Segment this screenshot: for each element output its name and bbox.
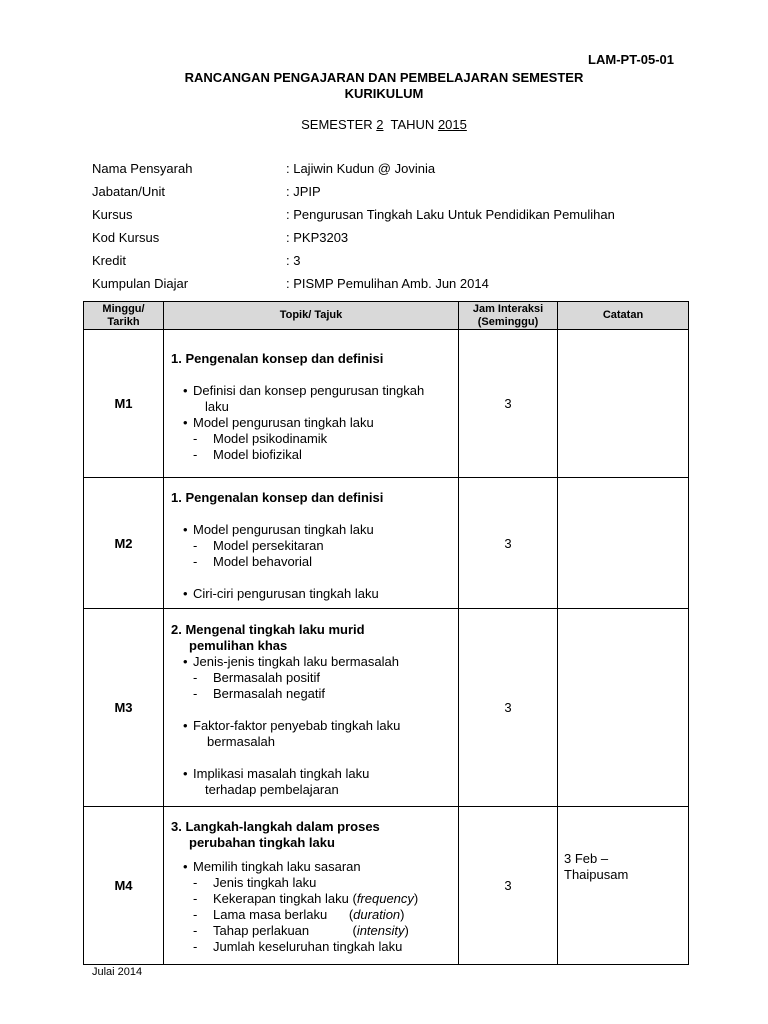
semester-number: 2 — [376, 117, 384, 132]
info-row: Kursus : Pengurusan Tingkah Laku Untuk Pendidikan Pemulihan — [92, 207, 615, 222]
week-cell: M2 — [84, 478, 164, 609]
note-cell — [558, 478, 689, 609]
note-cell — [558, 609, 689, 807]
hours-cell: 3 — [459, 807, 558, 965]
topic-cell: 2. Mengenal tingkah laku murid pemulihan khas • Jenis-jenis tingkah laku bermasalah - Bermasalah positif - Bermasalah negatif • Faktor-faktor penyebab tingkah laku bermasalah • Implikasi masalah tingkah laku terhadap pembelajaran — [164, 609, 459, 807]
document-code: LAM-PT-05-01 — [588, 52, 674, 67]
info-row: Kumpulan Diajar : PISMP Pemulihan Amb. Jun 2014 — [92, 276, 489, 291]
document-title: RANCANGAN PENGAJARAN DAN PEMBELAJARAN SEMESTER KURIKULUM — [184, 70, 584, 101]
topic-cell: 3. Langkah-langkah dalam proses perubahan tingkah laku • Memilih tingkah laku sasaran - Jenis tingkah laku - Kekerapan tingkah laku (frequency) - Lama masa berlaku (duration) - Tahap perlakuan (intensity) - Jumlah keseluruhan tingkah laku — [164, 807, 459, 965]
table-row — [84, 807, 689, 965]
info-row: Nama Pensyarah : Lajiwin Kudun @ Jovinia — [92, 161, 436, 176]
topic-cell: 1. Pengenalan konsep dan definisi • Definisi dan konsep pengurusan tingkah laku • Model pengurusan tingkah laku - Model psikodinamik - Model biofizikal — [164, 330, 459, 478]
header-minggu: Minggu/ Tarikh — [84, 302, 164, 330]
info-row: Jabatan/Unit : JPIP — [92, 184, 321, 199]
info-row: Kod Kursus : PKP3203 — [92, 230, 349, 245]
table-header-row — [84, 302, 689, 330]
info-row: Kredit : 3 — [92, 253, 301, 268]
topic-cell: 1. Pengenalan konsep dan definisi • Model pengurusan tingkah laku - Model persekitaran - Model behavorial • Ciri-ciri pengurusan tingkah laku — [164, 478, 459, 609]
table-row — [84, 478, 689, 609]
semester-year: 2015 — [437, 117, 467, 132]
week-cell: M4 — [84, 807, 164, 965]
table-row — [84, 609, 689, 807]
course-info — [92, 161, 615, 299]
note-cell — [558, 330, 689, 478]
hours-cell: 3 — [459, 609, 558, 807]
semester-line: SEMESTER 2 TAHUN 2015 — [301, 117, 467, 132]
note-cell: 3 Feb – Thaipusam — [558, 807, 689, 965]
week-cell: M1 — [84, 330, 164, 478]
week-cell: M3 — [84, 609, 164, 807]
hours-cell: 3 — [459, 478, 558, 609]
header-topik: Topik/ Tajuk — [164, 302, 459, 330]
header-jam: Jam Interaksi (Seminggu) — [459, 302, 558, 330]
teaching-plan-table — [83, 301, 689, 965]
header-catatan: Catatan — [558, 302, 689, 330]
table-row — [84, 330, 689, 478]
hours-cell: 3 — [459, 330, 558, 478]
footer-date: Julai 2014 — [92, 966, 143, 978]
